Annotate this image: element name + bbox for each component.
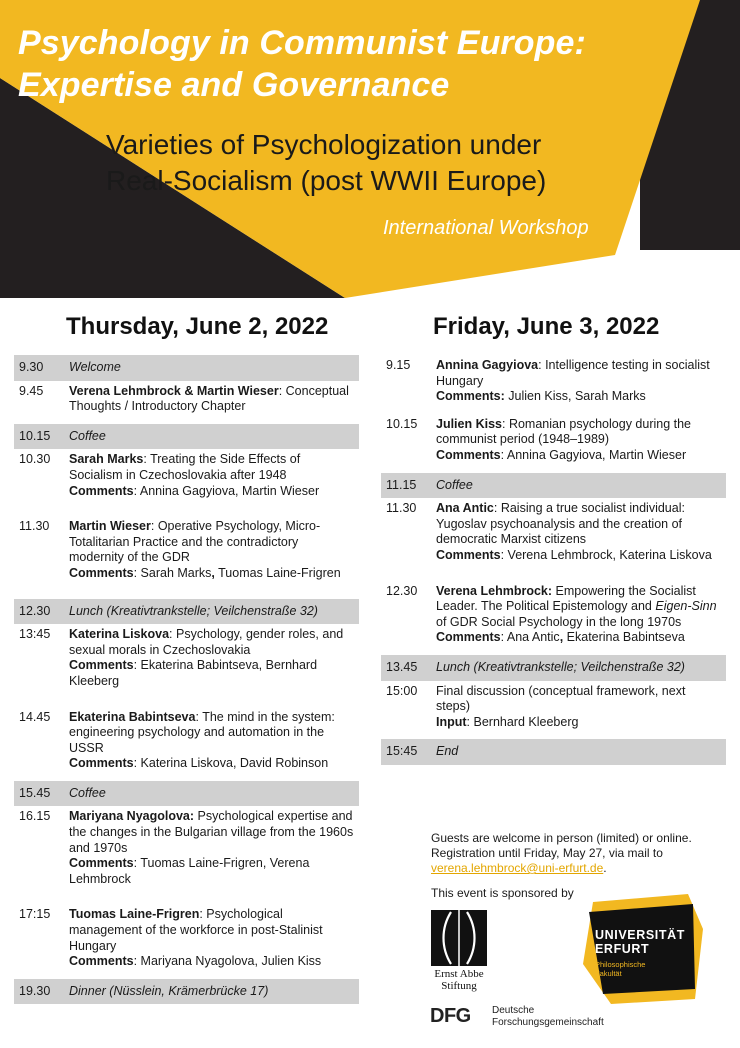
subtitle-line-2: Real-Socialism (post WWII Europe): [106, 165, 547, 196]
info-line-2: Registration until Friday, May 27, via mail to: [431, 846, 663, 860]
comments-label: Comments: [69, 565, 134, 580]
comments: Annina Gagyiova, Martin Wieser: [139, 483, 320, 498]
schedule-break-coffee: [14, 424, 359, 450]
thursday-heading: Thursday, June 2, 2022: [66, 313, 329, 340]
schedule-item: 17:15 Tuomas Laine-Frigren: Psychological management of the workforce in post-Stalinist Hungary Comments: Mariyana Nyagolova, Julien Kiss: [14, 904, 359, 972]
time: 11.30: [386, 501, 417, 516]
uni-name-line-2: ERFURT: [595, 942, 650, 956]
talk-title: Romanian psychology during the communist period (1948–1989): [436, 416, 692, 447]
time: 12.30: [19, 603, 51, 618]
comments: Annina Gagyiova, Martin Wieser: [506, 447, 687, 462]
friday-schedule: [381, 355, 726, 765]
break-label: Coffee: [436, 477, 473, 492]
schedule-item: 11.30 Ana Antic: Raising a true socialist individual: Yugoslav psychoanalysis and the creation of democratic Marxist citizens Comments: Verena Lehmbrock, Katerina Liskova: [381, 498, 726, 566]
talk-title: Operative Psychology, Micro-Totalitarian Practice and the contradictory modernity of the GDR: [69, 519, 321, 565]
break-label: Coffee: [69, 428, 106, 443]
subtitle-line-1: Varieties of Psychologization under: [106, 129, 542, 160]
schedule-break-end: [381, 739, 726, 765]
comments: Tuomas Laine-Frigren: [218, 565, 341, 580]
speaker: Tuomas Laine-Frigren: [69, 907, 200, 922]
speaker: Ana Antic: [436, 501, 494, 516]
comments: Julien Kiss, Sarah Marks: [508, 389, 646, 404]
thursday-schedule: [14, 355, 359, 1004]
input-label: Input: [436, 714, 467, 729]
schedule-break-dinner: [14, 979, 359, 1005]
break-label: Lunch (Kreativtrankstelle; Veilchenstraße 32): [436, 659, 685, 674]
time: 14.45: [19, 709, 51, 724]
time: 9.30: [19, 360, 44, 374]
comments-label: Comments: [69, 658, 134, 673]
ernst-abbe-stiftung-logo: [430, 910, 488, 992]
talk-title: Psychology, gender roles, and sexual morals in Czechoslovakia: [69, 627, 344, 657]
speaker: Ekaterina Babintseva: [69, 709, 196, 724]
registration-info: Guests are welcome in person (limited) or online. Registration until Friday, May 27, via mail to verena.lehmbrock@uni-erfurt.de.: [431, 831, 731, 876]
time: 13:45: [19, 627, 51, 642]
speaker: Annina Gagyiova: [436, 358, 539, 372]
time: 11.30: [19, 519, 50, 534]
comments: Verena Lehmbrock, Katerina Liskova: [507, 547, 712, 562]
speaker: Verena Lehmbrock:: [436, 583, 553, 598]
comments-label: Comments: [436, 447, 501, 462]
comments: Ekaterina Babintseva: [566, 630, 685, 645]
comments: Ana Antic: [506, 630, 560, 645]
ernst-abbe-line-1: Ernst Abbe: [434, 968, 484, 980]
schedule-break-coffee: [381, 473, 726, 499]
schedule-item: 9.45 Verena Lehmbrock & Martin Wieser: Conceptual Thoughts / Introductory Chapter: [14, 381, 359, 418]
time: 13.45: [386, 659, 418, 674]
friday-heading: Friday, June 3, 2022: [433, 313, 660, 340]
schedule-item: 15:00 Final discussion (conceptual framework, next steps) Input: Bernhard Kleeberg: [381, 681, 726, 734]
schedule-item: 9.15 Annina Gagyiova: Intelligence testing in socialist Hungary Comments: Julien Kiss, Sarah Marks: [381, 355, 726, 408]
schedule-break-lunch: [381, 655, 726, 681]
main-title-line-2: Expertise and Governance: [18, 66, 450, 104]
break-label: Dinner (Nüsslein, Krämerbrücke 17): [69, 983, 269, 998]
talk-title: Psychological expertise and the changes in the Bulgarian village from the 1960s and 1970s: [69, 809, 354, 855]
break-label: End: [436, 744, 459, 759]
break-label: Welcome: [69, 360, 121, 374]
schedule-item: 12.30 Verena Lehmbrock: Empowering the Socialist Leader. The Political Epistemology and Eigen-Sinn of GDR Social Psychology in the long 1970s Comments: Ana Antic, Ekaterina Babintseva: [381, 581, 726, 649]
talk-title: Empowering the Socialist Leader. The Political Epistemology and: [436, 583, 696, 614]
dfg-logo: [430, 1005, 604, 1028]
dfg-line-2: Forschungsgemeinschaft: [492, 1016, 604, 1028]
talk-title: Raising a true socialist individual: Yugoslav psychoanalysis and the creation of democratic Marxist citizens: [436, 501, 685, 547]
time: 10.15: [19, 428, 51, 443]
ernst-abbe-mark-icon: [431, 910, 487, 966]
comments: Katerina Liskova, David Robinson: [140, 756, 329, 771]
time: 9.15: [386, 358, 411, 372]
time: 15:00: [386, 683, 418, 698]
speaker: Julien Kiss: [436, 416, 502, 431]
comments-label: Comments:: [436, 389, 505, 404]
schedule-item: 13:45 Katerina Liskova: Psychology, gender roles, and sexual morals in Czechoslovakia Comments: Ekaterina Babintseva, Bernhard Kleeberg: [14, 624, 359, 692]
break-label: Lunch (Kreativtrankstelle; Veilchenstraße 32): [69, 603, 318, 618]
talk-title-continued: of GDR Social Psychology in the long 1970s: [436, 614, 682, 629]
uni-faculty-line-1: Philosophische: [595, 960, 646, 969]
talk-title: Treating the Side Effects of Socialism in Czechoslovakia after 1948: [69, 452, 301, 482]
speaker: Martin Wieser: [69, 519, 151, 534]
time: 15:45: [386, 744, 418, 759]
sponsor-text: This event is sponsored by: [431, 886, 574, 900]
comments-label: Comments: [69, 756, 134, 771]
main-title-line-1: Psychology in Communist Europe:: [18, 24, 586, 62]
info-line-1: Guests are welcome in person (limited) or online.: [431, 831, 692, 845]
session-title: Final discussion (conceptual framework, next steps): [436, 683, 686, 714]
comments-label: Comments: [69, 954, 134, 969]
comments: Sarah Marks: [140, 565, 212, 580]
speaker: Sarah Marks: [69, 452, 144, 467]
comments-label: Comments: [436, 547, 501, 562]
subtitle: [106, 127, 706, 199]
talk-title: Intelligence testing in socialist Hungary: [436, 358, 710, 388]
schedule-item: 16.15 Mariyana Nyagolova: Psychological expertise and the changes in the Bulgarian village from the 1960s and 1970s Comments: Tuomas Laine-Frigren, Verena Lehmbrock: [14, 806, 359, 890]
time: 16.15: [19, 809, 51, 824]
main-title: [18, 22, 728, 106]
schedule-break-coffee: [14, 781, 359, 807]
comments-label: Comments: [69, 483, 134, 498]
time: 19.30: [19, 983, 51, 998]
time: 9.45: [19, 383, 44, 398]
speaker: Verena Lehmbrock & Martin Wieser: [69, 383, 279, 398]
comments-label: Comments: [69, 856, 134, 871]
break-label: Coffee: [69, 785, 106, 800]
dfg-mark: DFG: [430, 1005, 471, 1027]
dfg-line-1: Deutsche: [492, 1005, 535, 1016]
schedule-item: 11.30 Martin Wieser: Operative Psychology, Micro-Totalitarian Practice and the contradictory modernity of the GDR Comments: Sarah Marks, Tuomas Laine-Frigren: [14, 516, 359, 584]
talk-title: Psychological management of the workforce in post-Stalinist Hungary: [69, 907, 323, 953]
ernst-abbe-line-2: Stiftung: [441, 980, 477, 992]
schedule-item: 10.15 Julien Kiss: Romanian psychology during the communist period (1948–1989) Comments: Annina Gagyiova, Martin Wieser: [381, 414, 726, 467]
schedule-break-lunch: [14, 599, 359, 625]
uni-name-line-1: UNIVERSITÄT: [595, 928, 685, 942]
schedule-item: 10.30 Sarah Marks: Treating the Side Effects of Socialism in Czechoslovakia after 1948 Comments: Annina Gagyiova, Martin Wieser: [14, 449, 359, 502]
time: 17:15: [19, 907, 51, 922]
comments-label: Comments: [436, 630, 501, 645]
uni-faculty-line-2: Fakultät: [595, 969, 622, 978]
talk-title-emphasis: Eigen-Sinn: [655, 599, 717, 614]
input-speaker: Bernhard Kleeberg: [473, 714, 579, 729]
comments: Ekaterina Babintseva, Bernhard Kleeberg: [69, 658, 318, 688]
talk-title: The mind in the system: engineering psychology and automation in the USSR: [69, 709, 335, 755]
speaker: Mariyana Nyagolova:: [69, 809, 195, 824]
time: 11.15: [386, 477, 417, 492]
time: 12.30: [386, 583, 418, 598]
time: 15.45: [19, 785, 51, 800]
talk-title: Conceptual Thoughts / Introductory Chapter: [69, 383, 349, 414]
schedule-break-welcome: [14, 355, 359, 381]
time: 10.15: [386, 416, 418, 431]
comments: Mariyana Nyagolova, Julien Kiss: [140, 954, 322, 969]
schedule-item: 14.45 Ekaterina Babintseva: The mind in the system: engineering psychology and automation in the USSR Comments: Katerina Liskova, David Robinson: [14, 707, 359, 775]
speaker: Katerina Liskova: [69, 627, 170, 642]
registration-email-link[interactable]: verena.lehmbrock@uni-erfurt.de: [431, 861, 604, 875]
universitaet-erfurt-logo: [583, 894, 703, 1004]
event-type: International Workshop: [383, 217, 589, 239]
time: 10.30: [19, 452, 51, 467]
comments: Tuomas Laine-Frigren, Verena Lehmbrock: [69, 856, 310, 886]
